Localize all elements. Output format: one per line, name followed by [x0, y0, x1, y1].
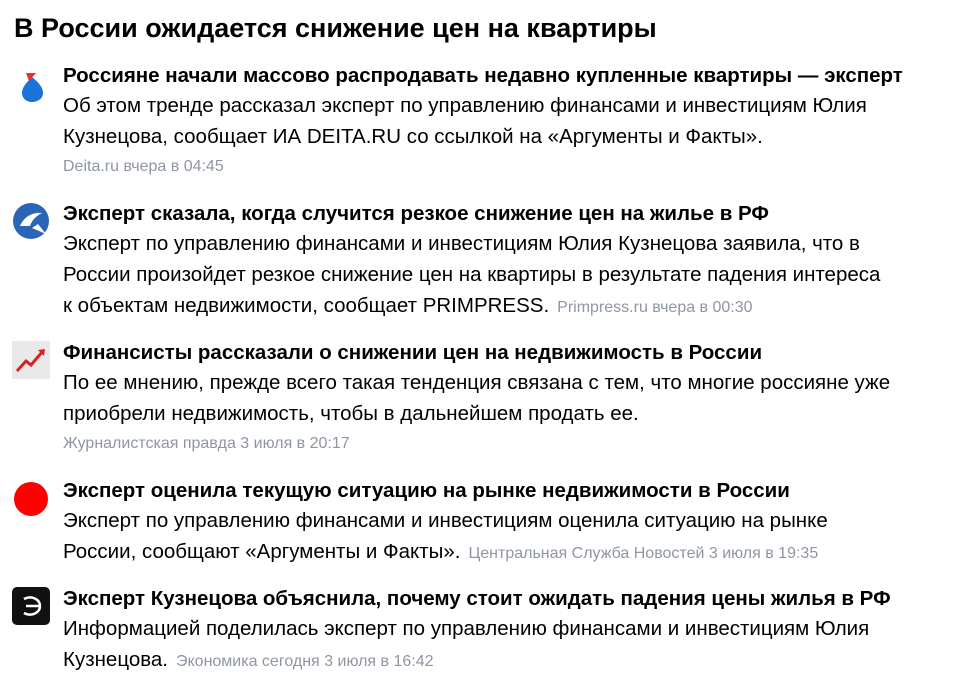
snippet-line: России произойдет резкое снижение цен на квартиры в результате падения интереса	[63, 263, 881, 286]
source-link[interactable]: Центральная Служба Новостей	[468, 545, 705, 562]
page-title: В России ожидается снижение цен на квартиры	[14, 13, 657, 43]
story-snippet	[63, 505, 965, 569]
deita-logo-icon	[12, 67, 50, 105]
story-snippet	[63, 90, 965, 152]
snippet-line: Эксперт по управлению финансами и инвестициям Юлия Кузнецова заявила, что в	[63, 232, 860, 255]
snippet-text: России, сообщают «Аргументы и Факты».	[63, 540, 461, 563]
story-time: 3 июля в 20:17	[240, 435, 350, 452]
source-link[interactable]: Primpress.ru	[557, 299, 648, 316]
story-time: 3 июля в 16:42	[324, 653, 434, 670]
snippet-line: Информацией поделилась эксперт по управлению финансами и инвестициям Юлия	[63, 617, 870, 640]
snippet-text: Кузнецова.	[63, 648, 168, 671]
source-link[interactable]: Журналистская правда	[63, 435, 236, 452]
story-time: вчера в 04:45	[123, 158, 224, 175]
story-title-link[interactable]: Россияне начали массово распродавать недавно купленные квартиры — эксперт	[63, 64, 903, 87]
snippet-line: По ее мнению, прежде всего такая тенденция связана с тем, что многие россияне уже	[63, 371, 891, 394]
snippet-text: к объектам недвижимости, сообщает PRIMPRESS.	[63, 294, 550, 317]
story-content	[63, 477, 965, 569]
story-time: вчера в 00:30	[652, 299, 753, 316]
story-title-link[interactable]: Эксперт оценила текущую ситуацию на рынке недвижимости в России	[63, 479, 790, 502]
snippet-line: Эксперт по управлению финансами и инвестициям оценила ситуацию на рынке	[63, 509, 828, 532]
snippet-line: приобрели недвижимость, чтобы в дальнейшем продать ее.	[63, 402, 639, 425]
story-meta	[557, 299, 752, 316]
snippet-line-with-meta	[63, 536, 965, 569]
story-meta	[468, 545, 818, 562]
story-title-link[interactable]: Финансисты рассказали о снижении цен на недвижимость в России	[63, 341, 763, 364]
story-meta	[63, 152, 965, 182]
source-link[interactable]: Deita.ru	[63, 158, 120, 175]
story-title-link[interactable]: Эксперт Кузнецова объяснила, почему стоит ожидать падения цены жилья в РФ	[63, 587, 891, 610]
story-content	[63, 200, 965, 323]
story-content	[63, 62, 965, 182]
story-snippet	[63, 228, 965, 323]
primpress-logo-icon	[12, 202, 50, 240]
zhurnalistskaya-pravda-logo-icon	[12, 341, 50, 379]
story-content	[63, 339, 965, 459]
csn-logo-icon	[12, 480, 50, 518]
snippet-line: Об этом тренде рассказал эксперт по управлению финансами и инвестициям Юлия	[63, 94, 867, 117]
ekonomika-segodnya-logo-icon	[12, 587, 50, 625]
story-snippet	[63, 613, 965, 677]
story-title-link[interactable]: Эксперт сказала, когда случится резкое снижение цен на жилье в РФ	[63, 202, 769, 225]
snippet-line-with-meta	[63, 644, 965, 677]
story-snippet	[63, 367, 965, 429]
story-time: 3 июля в 19:35	[708, 545, 819, 562]
story-meta	[176, 653, 434, 670]
snippet-line: Кузнецова, сообщает ИА DEITA.RU со ссылкой на «Аргументы и Факты».	[63, 125, 763, 148]
story-meta	[63, 429, 965, 459]
source-link[interactable]: Экономика сегодня	[175, 653, 320, 670]
snippet-line-with-meta	[63, 290, 965, 323]
story-content	[63, 585, 965, 677]
